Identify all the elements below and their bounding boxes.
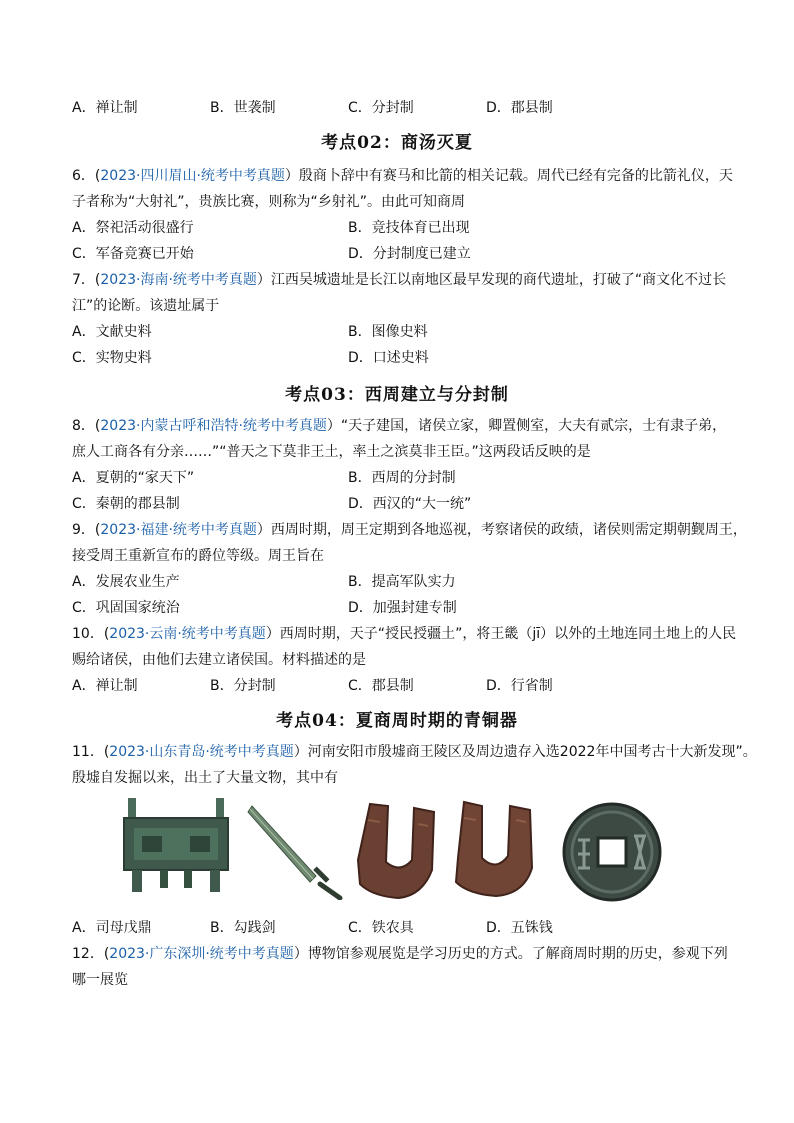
q8-line2: 庶人工商各有分亲……”“普天之下莫非王土，率土之滨莫非王臣。”这两段话反映的是 xyxy=(72,444,591,460)
q9-option-d: D．加强封建专制 xyxy=(348,600,457,616)
q11-option-a: A．司母戊鼎 xyxy=(72,920,152,936)
q9-option-b: B．提高军队实力 xyxy=(348,574,456,590)
q9-option-c: C．巩固国家统治 xyxy=(72,600,180,616)
q7-option-c: C．实物史料 xyxy=(72,350,152,366)
section-heading-4: 考点04：夏商周时期的青铜器 xyxy=(276,711,518,731)
q6-option-b: B．竞技体育已出现 xyxy=(348,220,470,236)
iron-tool-1-image xyxy=(352,800,448,904)
q11-source: 2023·山东青岛·统考中考真题 xyxy=(109,744,294,760)
q12-line1: 12．(2023·广东深圳·统考中考真题）博物馆参观展览是学习历史的方式。了解商周时期的历史，参观下列 xyxy=(72,946,728,962)
section-heading-3: 考点03：西周建立与分封制 xyxy=(285,385,509,405)
iron-tool-2-image xyxy=(450,800,546,904)
q9-line2: 接受周王重新宣布的爵位等级。周王旨在 xyxy=(72,548,324,564)
q7-option-a: A．文献史料 xyxy=(72,324,152,340)
q10-line2: 赐给诸侯，由他们去建立诸侯国。材料描述的是 xyxy=(72,652,366,668)
q6-option-c: C．军备竞赛已开始 xyxy=(72,246,194,262)
q8-option-d: D．西汉的“大一统” xyxy=(348,496,472,512)
q7-source: 2023·海南·统考中考真题 xyxy=(100,272,257,288)
q5-option-a: A．禅让制 xyxy=(72,100,138,116)
q11-option-c: C．铁农具 xyxy=(348,920,414,936)
q11-option-d: D．五铢钱 xyxy=(486,920,553,936)
ding-vessel-image xyxy=(120,798,232,898)
wuzhu-coin-image xyxy=(560,800,664,904)
q10-option-a: A．禅让制 xyxy=(72,678,138,694)
q11-line1: 11．(2023·山东青岛·统考中考真题）河南安阳市殷墟商王陵区及周边遗存入选2022年中国考古十大新发现”。 xyxy=(72,744,757,760)
q10-option-d: D．行省制 xyxy=(486,678,553,694)
q12-line2: 哪一展览 xyxy=(72,972,128,988)
q8-line1: 8．(2023·内蒙古呼和浩特·统考中考真题）“天子建国，诸侯立家，卿置侧室，大夫有贰宗，士有隶子弟， xyxy=(72,418,727,434)
q8-option-b: B．西周的分封制 xyxy=(348,470,456,486)
q6-line1: 6．(2023·四川眉山·统考中考真题）殷商卜辞中有赛马和比箭的相关记载。周代已经有完备的比箭礼仪，天 xyxy=(72,168,733,184)
q7-line2: 江”的论断。该遗址属于 xyxy=(72,298,220,314)
q7-line1: 7．(2023·海南·统考中考真题）江西吴城遗址是长江以南地区最早发现的商代遗址，打破了“商文化不过长 xyxy=(72,272,727,288)
q10-option-c: C．郡县制 xyxy=(348,678,414,694)
q10-source: 2023·云南·统考中考真题 xyxy=(109,626,266,642)
q8-option-a: A．夏朝的“家天下” xyxy=(72,470,195,486)
section-heading-2: 考点02：商汤灭夏 xyxy=(321,133,473,153)
q9-source: 2023·福建·统考中考真题 xyxy=(100,522,257,538)
q6-line2: 子者称为“大射礼”，贵族比赛，则称为“乡射礼”。由此可知商周 xyxy=(72,194,466,210)
bronze-sword-image xyxy=(246,800,346,900)
q6-option-d: D．分封制度已建立 xyxy=(348,246,471,262)
q11-option-b: B．勾践剑 xyxy=(210,920,276,936)
q7-option-d: D．口述史料 xyxy=(348,350,429,366)
q9-option-a: A．发展农业生产 xyxy=(72,574,180,590)
q7-option-b: B．图像史料 xyxy=(348,324,428,340)
q5-option-b: B．世袭制 xyxy=(210,100,276,116)
q11-line2: 殷墟自发掘以来，出土了大量文物，其中有 xyxy=(72,770,338,786)
q6-source: 2023·四川眉山·统考中考真题 xyxy=(100,168,285,184)
q12-source: 2023·广东深圳·统考中考真题 xyxy=(109,946,294,962)
q9-line1: 9．(2023·福建·统考中考真题）西周时期，周王定期到各地巡视，考察诸侯的政绩，诸侯则需定期朝觐周王， xyxy=(72,522,747,538)
q10-option-b: B．分封制 xyxy=(210,678,276,694)
q8-source: 2023·内蒙古呼和浩特·统考中考真题 xyxy=(100,418,327,434)
q8-option-c: C．秦朝的郡县制 xyxy=(72,496,180,512)
q10-line1: 10．(2023·云南·统考中考真题）西周时期，天子“授民授疆土”，将王畿（jī）以外的土地连同土地上的人民 xyxy=(72,626,737,642)
q5-option-c: C．分封制 xyxy=(348,100,414,116)
q5-option-d: D．郡县制 xyxy=(486,100,553,116)
q6-option-a: A．祭祀活动很盛行 xyxy=(72,220,194,236)
